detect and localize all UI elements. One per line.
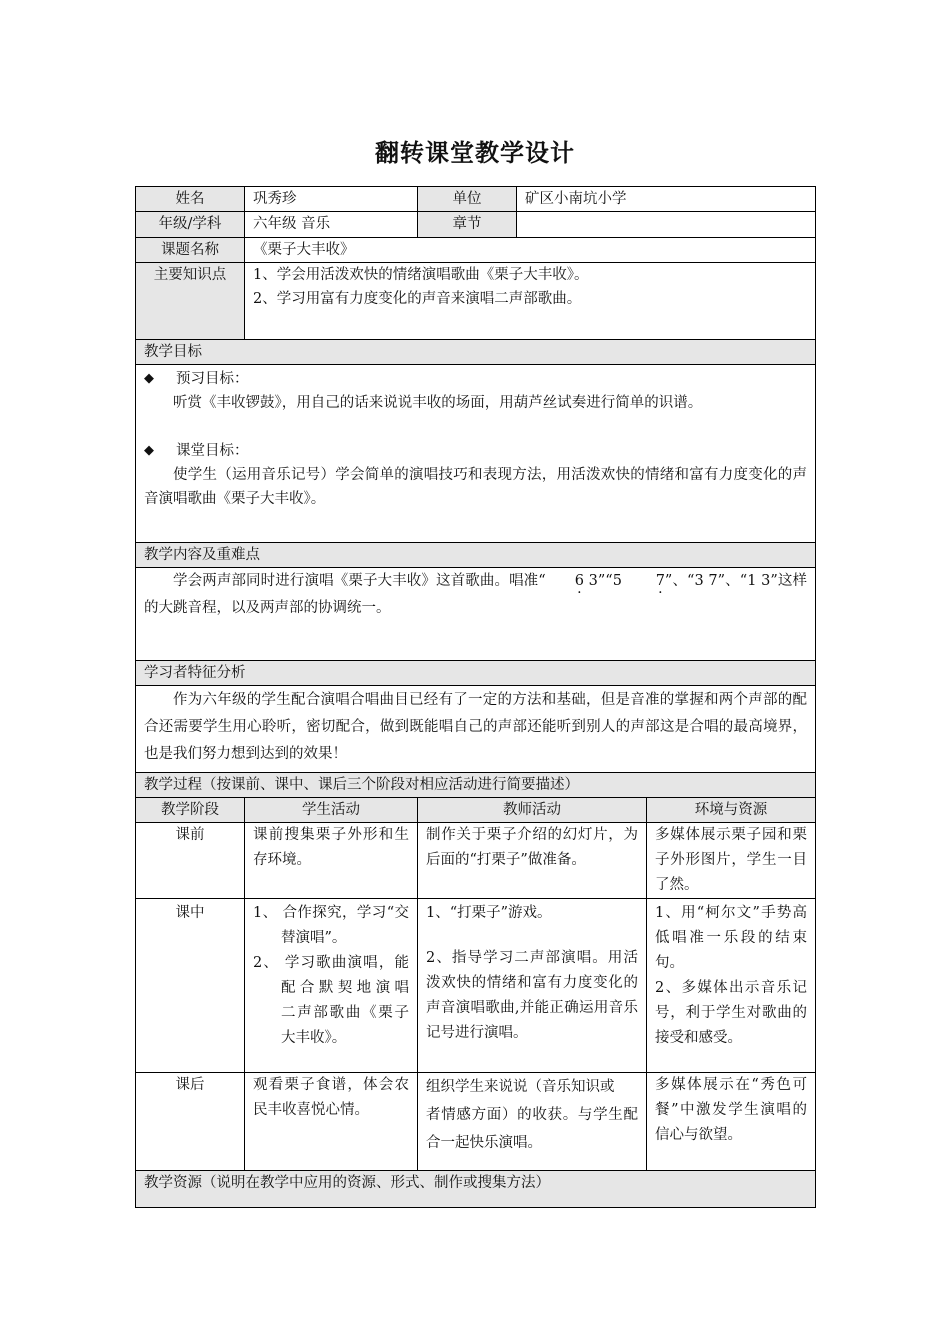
goals-header: 教学目标 [136,340,816,365]
knowledge-item-1: 1、学会用活泼欢快的情绪演唱歌曲《栗子大丰收》。 [253,267,589,283]
learner-header: 学习者特征分析 [136,661,816,686]
teacher-during-1: 1、“打栗子”游戏。 [426,905,552,921]
process-header: 教学过程（按课前、课中、课后三个阶段对相应活动进行简要描述） [136,773,816,798]
content-body-row [136,568,816,661]
knowledge-value [245,263,816,340]
stage-before: 课前 [136,823,245,899]
col-env: 环境与资源 [647,798,816,823]
dotted-note: 7 . [627,568,665,595]
info-row-grade [136,212,816,238]
pre-goal-heading [144,367,807,391]
grade-label: 年级/学科 [136,212,245,238]
chapter-value [517,212,816,238]
diamond-bullet-icon: ◆ [144,443,154,458]
unit-value: 矿区小南坑小学 [517,187,816,212]
student-during-1: 1、 合作探究，学习“交替演唱”。 [253,905,409,946]
goals-body [136,365,816,543]
learner-text: 作为六年级的学生配合演唱合唱曲目已经有了一定的方法和基础，但是音准的掌握和两个声部的配合还需要学生用心聆听，密切配合，做到既能唱自己的声部还能听到别人的声部这是合唱的最高境界，也是我们努力想到达到的效果！ [144,692,807,762]
env-during-1: 1、用“柯尔文”手势高低唱准一乐段的结束句。 [655,905,807,971]
page-title: 翻转课堂教学设计 [375,139,575,167]
pre-goal-text: 听赏《丰收锣鼓》，用自己的话来说说丰收的场面，用葫芦丝试奏进行简单的识谱。 [173,395,703,411]
student-during-2: 2、 学习歌曲演唱，能配合默契地演唱 二声部歌曲《栗子大丰收》。 [253,955,424,1046]
lesson-plan-table [135,186,816,1208]
topic-value: 《栗子大丰收》 [245,238,816,263]
learner-header-row [136,661,816,686]
process-row-before [136,823,816,899]
grade-value: 六年级 音乐 [245,212,418,238]
stage-during: 课中 [136,899,245,1073]
process-columns-row [136,798,816,823]
knowledge-label: 主要知识点 [136,263,245,340]
resources-row [136,1171,816,1208]
student-after: 观看栗子食谱，体会农民丰收喜悦心情。 [245,1073,418,1171]
knowledge-item-2: 2、学习用富有力度变化的声音来演唱二声部歌曲。 [253,291,582,307]
content-header-row [136,543,816,568]
process-row-after [136,1073,816,1171]
col-student: 学生活动 [245,798,418,823]
goals-header-row [136,340,816,365]
col-stage: 教学阶段 [136,798,245,823]
teacher-after-1: 组织学生来说说（音乐知识或 [426,1079,615,1095]
name-label: 姓名 [136,187,245,212]
learner-body-row [136,686,816,773]
class-goal-title: 课堂目标： [176,443,249,459]
student-during [245,899,424,1073]
pre-goal-title: 预习目标： [176,371,249,387]
student-before: 课前搜集栗子外形和生存环境。 [245,823,418,899]
env-before: 多媒体展示栗子园和栗子外形图片，学生一目了然。 [647,823,816,899]
process-header-row [136,773,816,798]
content-body [136,568,816,661]
name-value: 巩秀珍 [245,187,418,212]
topic-label: 课题名称 [136,238,245,263]
content-header: 教学内容及重难点 [136,543,816,568]
content-text: 学会两声部同时进行演唱《栗子大丰收》这首歌曲。唱准“ 6 . 3”“5 7 .”、“3 7”、“1 3”这样的大跳音程，以及两声部的协调统一。 [144,568,807,622]
chapter-label: 章节 [418,212,517,238]
env-during [647,899,816,1073]
resources-header: 教学资源（说明在教学中应用的资源、形式、制作或搜集方法） [136,1171,816,1208]
info-row-topic [136,238,816,263]
teacher-after-2: 者情感方面）的收获。与学生配合一起快乐演唱。 [426,1107,638,1151]
teacher-after [418,1073,647,1171]
diamond-bullet-icon: ◆ [144,371,154,386]
col-teacher: 教师活动 [418,798,647,823]
stage-after: 课后 [136,1073,245,1171]
info-row-knowledge [136,263,816,340]
env-after: 多媒体展示在“秀色可餐”中激发学生演唱的信心与欲望。 [647,1073,816,1171]
unit-label: 单位 [418,187,517,212]
teacher-before: 制作关于栗子介绍的幻灯片，为后面的“打栗子”做准备。 [418,823,647,899]
info-row-name [136,187,816,212]
goals-body-row [136,365,816,543]
class-goal-text: 使学生（运用音乐记号）学会简单的演唱技巧和表现方法，用活泼欢快的情绪和富有力度变化的声音演唱歌曲《栗子大丰收》。 [144,467,807,507]
dotted-note: 6 . [546,568,584,595]
class-goal-heading [144,439,807,463]
env-during-2: 2、多媒体出示音乐记号，利于学生对歌曲的接受和感受。 [655,980,807,1046]
teacher-during-2: 2、指导学习二声部演唱。用活泼欢快的情绪和富有力度变化的声音演唱歌曲,并能正确运用音乐记号进行演唱。 [426,950,638,1041]
teacher-during [418,899,647,1073]
learner-body [136,686,816,773]
process-row-during [136,899,816,1073]
